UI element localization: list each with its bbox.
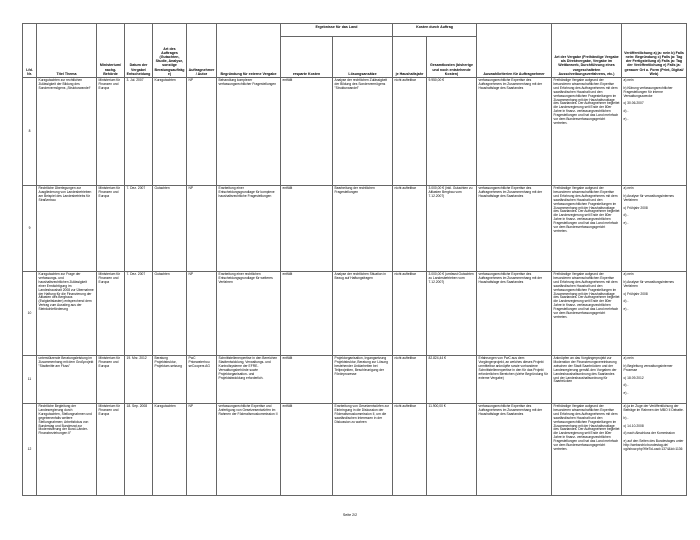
cell-vergabe: Freihändige Vergabe aufgrund der besonderen wissenschaftlichen Expertise und Erfahrung des Auftragnehmers mit dem saarländischen Haushalt und den verfassungsrechtlichen Fragestellungen im Zusammenhang mit der Haushaltsnotlage des Saarlandes. Der Auftragnehmer begleitet die Landesregierung seit Ende der 80er Jahre in finanz- verfassungsrechtlichen Fragestellungen und hat das Land mehrfach vor dem Bundesverfassungsgericht vertreten. <box>552 186 622 272</box>
cell-art: Beratung Projektstruktur, Projektum-setzung <box>153 356 187 404</box>
cell-auswahl: Erfahrungen von PwC aus dem Vorgängerprojekt, an welches dieses Projekt unmittelbar anknüpfte sowie vorhandene Schnittstellenexpertise in den für das Projekt erforderlichen Bereichen (siehe Begründung für externe Vergabe) <box>477 356 552 404</box>
header-auftragnehmer: Auftragnehmer/ Autor <box>187 24 217 78</box>
header-ministerium: Ministerium/ nachg. Behörde <box>97 24 125 78</box>
header-je-haushalt: je Haushaltsjahr <box>393 37 427 78</box>
header-gesamtkosten: Gesamtkosten (bisherige und noch entstehende Kosten) <box>427 37 477 78</box>
cell-begruendung: verfassungsrechtliche Expertise und Anfertigung von Gesetzesentwürfen im Rahmen der Föderalismuskommission II <box>217 404 281 496</box>
table-row <box>23 272 687 356</box>
cell-haushalt: nicht aufteilbar <box>393 186 427 272</box>
cell-titel: Kurzgutachten zur rechtlichen Zulässigkeit der Bildung des Sondervermögens „Strukturwandel“ <box>37 78 97 186</box>
header-lfd-nr: Lfd. Nr. <box>23 24 37 78</box>
page-footer: Seite 2/2 <box>342 513 358 517</box>
cell-loesung: Analyse der rechtlichen Zulässigkeit der Bildung des Sondervermögens "Strukturwandel" <box>333 78 393 186</box>
cell-veroeffentlichung: a) nein b) Klärung verfassungsrechtlicher Fragestellungen für interne Verwaltungszwecke c) 30.06.2007 d) - e) - <box>622 78 687 186</box>
cell-nr: 8 <box>23 78 37 186</box>
cell-auswahl: verfassungsrechtliche Expertise des Auftragnehmers im Zusammenhang mit der Haushaltslage des Saarlandes <box>477 78 552 186</box>
cell-vergabe: Freihändige Vergabe aufgrund der besonderen wissenschaftlichen Expertise und Erfahrung des Auftragnehmers mit dem saarländischen Haushalt und den verfassungsrechtlichen Fragestellungen im Zusammenhang mit der Haushaltsnotlage des Saarlandes. Der Auftragnehmer begleitet die Landesregierung seit Ende der 80er Jahre in finanz- verfassungsrechtlichen Fragestellungen und hat das Land mehrfach vor dem Bundesverfassungsgericht vertreten. <box>552 272 622 356</box>
cell-art: Gutachten <box>153 272 187 356</box>
cell-loesung: Projektorganisation, Ingangsetzung Projektstruktur, Beratung zur Lösung bestehender Unklarheiten bei Teilprojekten, Beschleunigung der Fördeprozesse <box>333 356 393 404</box>
cell-ersparte: entfällt <box>281 356 333 404</box>
document-sheet <box>22 23 686 496</box>
header-art-vergabe: Art der Vergabe (Freihändige Vergabe als Direktvergabe, Vergabe im Wettbewerb, Durchführung eines vorgeschalteten Ausschreibungsverfahrens, etc.) <box>552 24 622 78</box>
cell-auftragnehmer: NP <box>187 272 217 356</box>
cell-begruendung: Erarbeitung einer rechtlichen Entscheidungsgrundlage für weiteres Verfahren <box>217 272 281 356</box>
header-veroeffentlichung: Veröffentlichung a) ja: nein b) Falls nein: Begründung c) Falls ja: Tag der Fertigstellung d) Falls ja: Tag der Veröffentlichung e) Falls ja: genauer Ort u. Form (Print, Digital/ Web) <box>622 24 687 78</box>
cell-datum: 7. Dez. 2007 <box>125 186 153 272</box>
cell-auftragnehmer: PwC Pricewaterhou seCoopers AG <box>187 356 217 404</box>
header-row-group <box>23 24 687 37</box>
header-ergebnisse-group: Ergebnisse für das Land <box>281 24 393 37</box>
cell-ersparte: entfällt <box>281 78 333 186</box>
header-auswahl: Auswahlkriterien für Auftragnehmer <box>477 24 552 78</box>
table-row <box>23 78 687 186</box>
header-art: Art des Auftrages (Gutachten, Studie, Analyse, sonstige Beratungsaufträge) <box>153 24 187 78</box>
cell-haushalt: nicht aufteilbar <box>393 404 427 496</box>
cell-art: Kurzgutachten <box>153 404 187 496</box>
cell-auswahl: verfassungsrechtliche Expertise des Auftragnehmers im Zusammenhang mit der Haushaltslage des Saarlandes <box>477 186 552 272</box>
cell-haushalt: nicht aufteilbar <box>393 356 427 404</box>
cell-veroeffentlichung: a) nein b) Begleitung verwaltungsinterner Prozesse c) 18.09.2012 d) - e) - <box>622 356 687 404</box>
cell-begruendung: Erarbeitung einer Entscheidungsgrundlage für komplexe haushaltsrechtliche Fragestellungen <box>217 186 281 272</box>
cell-datum: 7. Dez. 2007 <box>125 272 153 356</box>
cell-vergabe: Anknüpfen an das Vorgängerprojekt zur Moderation der Finanzierungsvereinbarung zwischen der Stadt Saarbrücken und der Landesregierung gemäß den Vorgaben der Landeshaushaltsordnung des Saarlandes und der Landeshaushaltsordnung für Saarbrücken <box>552 356 622 404</box>
cell-loesung: Erarbeitung von Gesetzentwürfen zur Einbringung in die Diskussion der Föderalismuskommission II, um die saarländischen Interessen in der Diskussion zu wahren <box>333 404 393 496</box>
cell-haushalt: nicht aufteilbar <box>393 78 427 186</box>
cell-datum: 19. Mrz. 2012 <box>125 356 153 404</box>
cell-ministerium: Ministerium für Finanzen und Europa <box>97 78 125 186</box>
cell-auftragnehmer: NP <box>187 404 217 496</box>
cell-begruendung: Behandlung komplexer verfassungsrechtlicher Fragestellungen <box>217 78 281 186</box>
cell-begruendung: Schnittstellenexpertise in den Bereichen Stadtentwicklung, Verwaltungs- und Kontrollsysteme der EFRE-Verwaltungsbehörde sowie Projektorganisation- und Projektabwicklung erforderlich. <box>217 356 281 404</box>
cell-titel: unterstützende Beratungsleistung im Zusammenhang mit dem Großprojekt "Stadtmitte am Fluss" <box>37 356 97 404</box>
contracts-table <box>22 23 687 496</box>
header-kosten-group: Kosten durch Auftrag <box>393 24 477 37</box>
cell-nr: 9 <box>23 186 37 272</box>
cell-datum: 18. Sep. 2008 <box>125 404 153 496</box>
cell-veroeffentlichung: a) nein b) Analyse für verwaltungsinternes Verfahren c) Frühjahr 2008 d) - e) - <box>622 186 687 272</box>
table-row <box>23 356 687 404</box>
cell-auftragnehmer: NP <box>187 78 217 186</box>
cell-ministerium: Ministerium für Finanzen und Europa <box>97 404 125 496</box>
table-row <box>23 404 687 496</box>
cell-gesamt: 82.824,44 € <box>427 356 477 404</box>
cell-ministerium: Ministerium für Finanzen und Europa <box>97 356 125 404</box>
cell-auswahl: verfassungsrechtliche Expertise des Auftragnehmers im Zusammenhang mit der Haushaltslage des Saarlandes <box>477 404 552 496</box>
cell-haushalt: nicht aufteilbar <box>393 272 427 356</box>
cell-ersparte: entfällt <box>281 272 333 356</box>
cell-nr: 10 <box>23 272 37 356</box>
header-begruendung: Begründung für externe Vergabe <box>217 24 281 78</box>
cell-titel: Rechtliche Überlegungen zur Ausgliederung von Landesbetrieben am Beispiel des Landesbetriebs für Straßenbau <box>37 186 97 272</box>
cell-gesamt: 9.950,00 € <box>427 78 477 186</box>
table-row <box>23 186 687 272</box>
cell-ersparte: entfällt <box>281 404 333 496</box>
cell-gesamt: 11.900,00 € <box>427 404 477 496</box>
cell-veroeffentlichung: a) ja im Zuge der Veröffentlichung der Beiträge im Rahmen der MBO II Debatte. b) - c) 14.10.2008 d) nach Abschluss der Kommission e) auf den Seiten des Bundestages unter http://webarchiv.bundestag.de/ cgi/show.php?fileToLoad=1374&id=1136 <box>622 404 687 496</box>
header-ersparte: ersparte Kosten <box>281 37 333 78</box>
cell-titel: Rechtliche Begleitung der Landesregierung durch Kurzgutachten, Stellungnahmen und gegebenenfalls weitere Stellungnahmen; Arbeitsfokus von Bundestag und Bundesrat zur Modernisierung der Bund-Länder-Finanzbeziehungen II" <box>37 404 97 496</box>
cell-ministerium: Ministerium für Finanzen und Europa <box>97 186 125 272</box>
cell-datum: 3. Jul. 2007 <box>125 78 153 186</box>
cell-loesung: Analyse der rechtlichen Situation in Bezug auf Haftungsfragen <box>333 272 393 356</box>
cell-gesamt: 3.000,00 € (umfasst Gutachten zu Landesbetrieben vom 7.12.2007) <box>427 272 477 356</box>
cell-vergabe: Freihändige Vergabe aufgrund der besonderen wissenschaftlichen Expertise und Erfahrung des Auftragnehmers mit dem saarländischen Haushalt und den verfassungsrechtlichen Fragestellungen im Zusammenhang mit der Haushaltsnotlage des Saarlandes. Der Auftragnehmer begleitet die Landesregierung seit Ende der 80er Jahre in finanz- verfassungsrechtlichen Fragestellungen und hat das Land mehrfach vor dem Bundesverfassungsgericht vertreten. <box>552 78 622 186</box>
cell-nr: 11 <box>23 356 37 404</box>
cell-art: Kurzgutachten <box>153 78 187 186</box>
cell-ministerium: Ministerium für Finanzen und Europa <box>97 272 125 356</box>
cell-titel: Kurzgutachten zur Frage der verfassungs- und haushaltsrechtlichen Zulässigkeit einer Ermächtigung im Landeshaushalt 2008 zur Übernahme der Haftung für die Finanzierung der Altlasten des Bergbaus (Ewigkeitslasten) entsprechend dem Vertrag zum Ausstieg aus der Steinkohleförderung <box>37 272 97 356</box>
cell-loesung: Bearbeitung der rechtlichen Fragestellungen <box>333 186 393 272</box>
cell-auftragnehmer: NP <box>187 186 217 272</box>
header-datum: Datum der Vergabe/ Entscheidung <box>125 24 153 78</box>
header-titel: Titel Thema <box>37 24 97 78</box>
cell-art: Gutachten <box>153 186 187 272</box>
cell-ersparte: entfällt <box>281 186 333 272</box>
header-loesungsansaetze: Lösungsansätze <box>333 37 393 78</box>
cell-gesamt: 3.000,00 € (inkl. Gutachten zu Altlasten Bergbau vom 7.12.2007) <box>427 186 477 272</box>
cell-auswahl: verfassungsrechtliche Expertise des Auftragnehmers im Zusammenhang mit der Haushaltslage des Saarlandes <box>477 272 552 356</box>
cell-vergabe: Freihändige Vergabe aufgrund der besonderen wissenschaftlichen Expertise und Erfahrung des Auftragnehmers mit dem saarländischen Haushalt und den verfassungsrechtlichen Fragestellungen im Zusammenhang mit der Haushaltsnotlage des Saarlandes. Der Auftragnehmer begleitet die Landesregierung seit Ende der 80er Jahre in finanz- verfassungsrechtlichen Fragestellungen und hat das Land mehrfach vor dem Bundesverfassungsgericht vertreten. <box>552 404 622 496</box>
cell-nr: 12 <box>23 404 37 496</box>
cell-veroeffentlichung: a) nein b) Analyse für verwaltungsinternes Verfahren c) Frühjahr 2008 d) - e) - <box>622 272 687 356</box>
